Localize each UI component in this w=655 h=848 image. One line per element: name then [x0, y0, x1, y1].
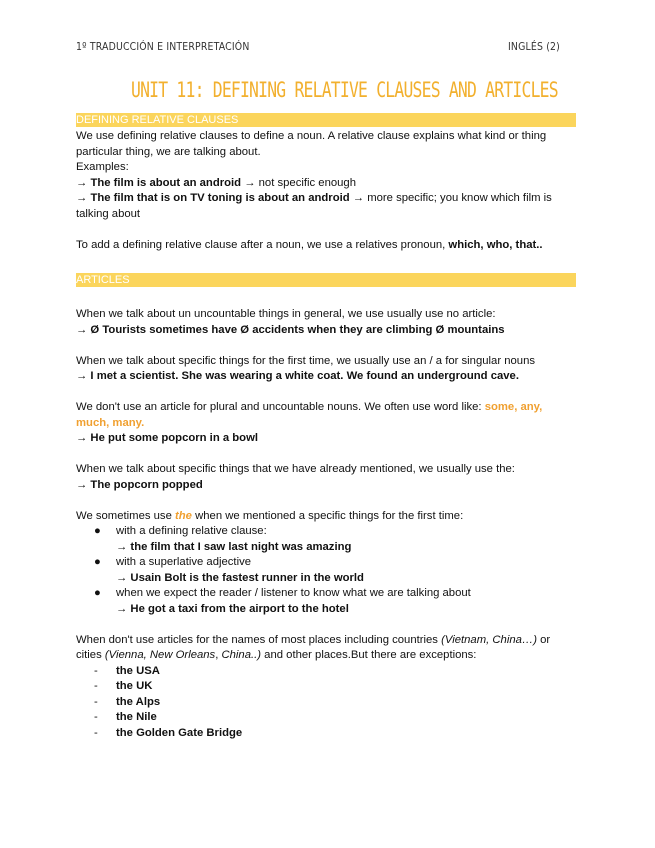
- bullet-item: ● with a superlative adjective: [94, 556, 252, 568]
- example: → Ø Tourists sometimes have Ø accidents when they are climbing Ø mountains: [76, 323, 505, 336]
- page-title: UNIT 11: DEFINING RELATIVE CLAUSES AND ARTICLES: [131, 78, 558, 102]
- paragraph: When we talk about specific things for the first time, we usually use an / a for singular nouns: [76, 354, 536, 367]
- header-right: INGLÉS (2): [508, 40, 560, 53]
- exception-item: - the Alps: [94, 695, 161, 708]
- exception-item: - the USA: [94, 664, 160, 677]
- bullet-example: → Usain Bolt is the fastest runner in the world: [116, 571, 364, 584]
- example: → He put some popcorn in a bowl: [76, 432, 259, 444]
- paragraph: When we talk about un uncountable things in general, we use usually use no article:: [76, 308, 496, 320]
- example-2: → The film that is on TV toning is about an android → more specific; you know which film is talking about: [76, 192, 552, 220]
- section-articles: [76, 307, 578, 741]
- section-heading-relative-clauses: DEFINING RELATIVE CLAUSES: [76, 113, 576, 127]
- paragraph: We sometimes use the when we mentioned a specific things for the first time:: [76, 509, 464, 522]
- bullet-example: → He got a taxi from the airport to the hotel: [116, 602, 349, 615]
- bullet-example: → the film that I saw last night was amazing: [116, 540, 352, 553]
- exception-item: - the Golden Gate Bridge: [94, 726, 243, 739]
- bullet-item: ● when we expect the reader / listener to know what we are talking about: [94, 587, 471, 599]
- bullet-item: ● with a defining relative clause:: [94, 525, 267, 537]
- paragraph: We use defining relative clauses to define a noun. A relative clause explains what kind or thing particular thing, we are talking about.: [76, 130, 547, 158]
- paragraph: When we talk about specific things that we have already mentioned, we usually use the:: [76, 463, 515, 475]
- paragraph: When don't use articles for the names of most places including countries (Vietnam, China…) or cities (Vienna, New Orleans, China..) and other places.But there are exceptions:: [76, 633, 551, 661]
- example: → The popcorn popped: [76, 478, 203, 491]
- exception-item: - the UK: [94, 680, 153, 692]
- example-1: → The film is about an android → not specific enough: [76, 176, 357, 189]
- section-heading-articles: ARTICLES: [76, 273, 576, 287]
- example: → I met a scientist. She was wearing a white coat. We found an underground cave.: [76, 370, 519, 382]
- header-left: 1º TRADUCCIÓN E INTERPRETACIÓN: [76, 40, 250, 53]
- section-relative-clauses: [76, 129, 578, 253]
- paragraph: We don't use an article for plural and uncountable nouns. We often use word like: some, any, much, many.: [76, 401, 543, 429]
- exception-item: - the Nile: [94, 711, 157, 723]
- examples-label: Examples:: [76, 161, 129, 173]
- paragraph: To add a defining relative clause after a noun, we use a relatives pronoun, which, who, that..: [76, 238, 543, 251]
